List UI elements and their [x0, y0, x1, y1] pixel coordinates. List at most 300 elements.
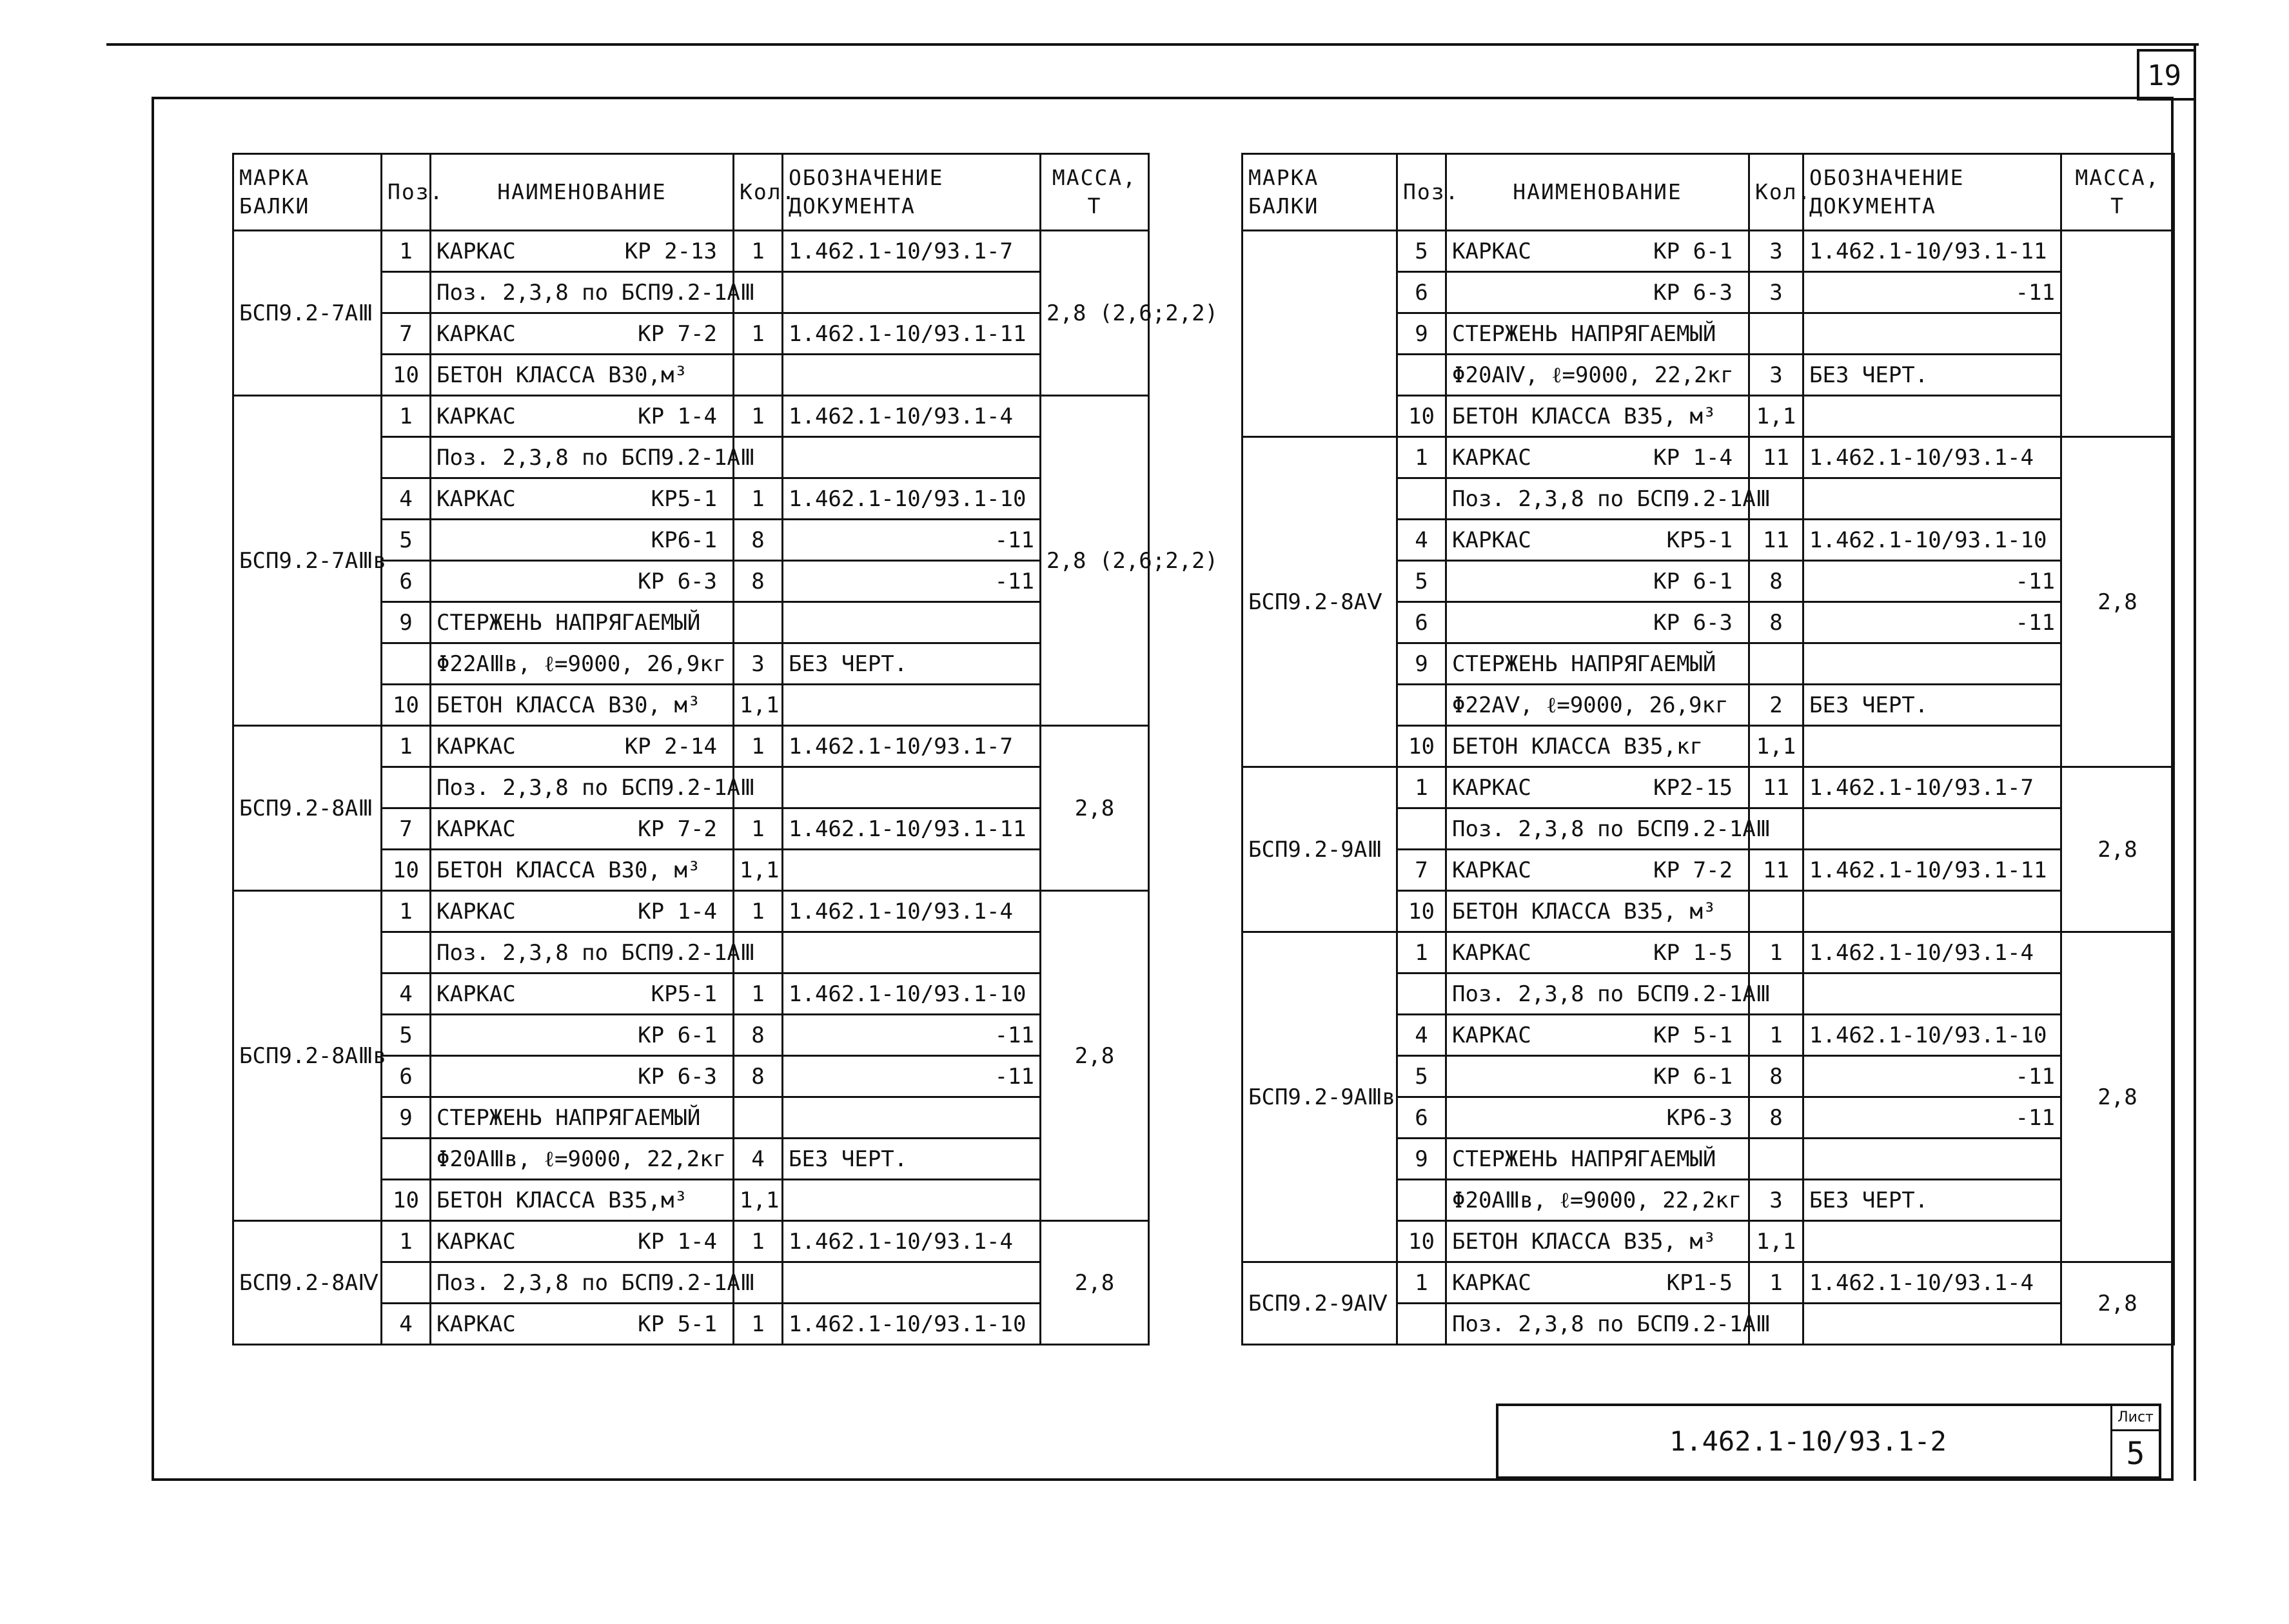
row-quantity: 1: [1749, 1015, 1803, 1056]
row-name: [431, 767, 756, 808]
row-quantity: 1: [734, 973, 783, 1015]
col-header-doc: ОБОЗНАЧЕНИЕ ДОКУМЕНТА: [783, 154, 1041, 231]
row-item-code: КР 2-13: [624, 238, 717, 264]
row-document: [1803, 685, 2061, 726]
row-position: 5: [1397, 1056, 1446, 1097]
row-name-text: Поз. 2,3,8 по БСП9.2-1АⅢ: [1452, 981, 1771, 1007]
row-name: [431, 313, 734, 355]
row-name: [431, 685, 734, 726]
row-name: [431, 932, 756, 973]
row-document-text: БЕЗ ЧЕРТ.: [1809, 362, 1929, 388]
beam-mass: 2,8: [2061, 1262, 2174, 1345]
row-document: [1803, 355, 2061, 396]
row-name: [1446, 478, 1771, 520]
row-document: [783, 520, 1041, 561]
row-name: [431, 1097, 734, 1139]
row-position: 6: [1397, 1097, 1446, 1139]
row-name-text: Поз. 2,3,8 по БСП9.2-1АⅢ: [1452, 485, 1771, 512]
row-quantity: 1,1: [734, 1180, 783, 1221]
row-name: [1446, 808, 1771, 850]
row-document: [1803, 932, 2061, 973]
row-position: 4: [1397, 1015, 1446, 1056]
row-item-code: КР 7-2: [638, 320, 717, 347]
row-document-text: БЕЗ ЧЕРТ.: [1809, 1187, 1929, 1213]
beam-mark: БСП9.2-8АⅤ: [1243, 437, 1397, 767]
row-position: 1: [1397, 932, 1446, 973]
beam-mass: 2,8: [1041, 891, 1149, 1221]
row-position: 6: [1397, 602, 1446, 643]
row-name-text: БЕТОН КЛАССА В35,м³: [437, 1187, 687, 1213]
row-quantity: 1,1: [1749, 396, 1803, 437]
row-document: [1803, 808, 2061, 850]
row-name-text: КАРКАС: [1452, 1022, 1531, 1048]
row-document: [783, 313, 1041, 355]
row-document: [1803, 602, 2061, 643]
row-name: [1446, 643, 1749, 685]
row-quantity: 1: [734, 891, 783, 932]
row-position: 9: [1397, 313, 1446, 355]
row-position: [1397, 808, 1446, 850]
row-position: [382, 767, 431, 808]
row-name-text: Поз. 2,3,8 по БСП9.2-1АⅢ: [437, 279, 756, 306]
row-name: [1446, 313, 1749, 355]
row-document: [783, 396, 1041, 437]
row-position: 6: [382, 561, 431, 602]
row-item-code: КР2-15: [1653, 774, 1733, 801]
row-document: [1803, 1097, 2061, 1139]
row-document-text: 1.462.1-10/93.1-11: [1809, 857, 2047, 883]
row-position: 6: [1397, 272, 1446, 313]
row-document-text: 1.462.1-10/93.1-4: [1809, 1269, 2034, 1296]
table-row: [233, 726, 1149, 767]
row-quantity: 1: [734, 313, 783, 355]
row-name-text: СТЕРЖЕНЬ НАПРЯГАЕМЫЙ: [437, 1104, 701, 1131]
beam-mark: БСП9.2-7АⅢв: [233, 396, 382, 726]
row-name: [431, 1015, 734, 1056]
row-quantity: 1: [734, 808, 783, 850]
row-quantity: 3: [1749, 231, 1803, 272]
row-document: [1803, 891, 2061, 932]
row-position: [1397, 1304, 1446, 1345]
row-document-text: -11: [2015, 1104, 2055, 1131]
row-position: 5: [1397, 561, 1446, 602]
row-item-code: КР 6-3: [638, 568, 717, 594]
table-row: [233, 891, 1149, 932]
row-quantity: 3: [1749, 355, 1803, 396]
row-position: 1: [382, 231, 431, 272]
row-position: [1397, 973, 1446, 1015]
row-name-text: СТЕРЖЕНЬ НАПРЯГАЕМЫЙ: [1452, 651, 1716, 677]
row-document-text: -11: [2015, 568, 2055, 594]
row-document: [1803, 478, 2061, 520]
row-document-text: 1.462.1-10/93.1-11: [1809, 238, 2047, 264]
row-position: 9: [1397, 1139, 1446, 1180]
row-position: 9: [1397, 643, 1446, 685]
row-document-text: 1.462.1-10/93.1-4: [1809, 444, 2034, 471]
row-position: [1397, 355, 1446, 396]
row-name: [431, 396, 734, 437]
row-name-text: КАРКАС: [1452, 857, 1531, 883]
row-name: [431, 643, 734, 685]
row-name-text: КАРКАС: [1452, 444, 1531, 471]
row-quantity: [1749, 643, 1803, 685]
row-position: 4: [382, 973, 431, 1015]
row-name: [1446, 973, 1771, 1015]
row-name: [431, 231, 734, 272]
row-name: [1446, 726, 1749, 767]
row-name: [1446, 602, 1749, 643]
row-document: [783, 561, 1041, 602]
row-quantity: 8: [1749, 561, 1803, 602]
row-position: 10: [382, 685, 431, 726]
row-position: 5: [382, 1015, 431, 1056]
row-document-text: 1.462.1-10/93.1-10: [1809, 1022, 2047, 1048]
row-quantity: 11: [1749, 767, 1803, 808]
row-document-text: БЕЗ ЧЕРТ.: [789, 1146, 908, 1172]
row-name: [1446, 1139, 1749, 1180]
row-name-text: Φ22АⅢв, ℓ=9000, 26,9кг: [437, 651, 727, 677]
row-document: [783, 1221, 1041, 1262]
row-document: [1803, 520, 2061, 561]
row-name: [431, 1304, 734, 1345]
row-name: [431, 891, 734, 932]
row-name-text: Φ20АⅢв, ℓ=9000, 22,2кг: [1452, 1187, 1742, 1213]
row-item-code: КР6-3: [1666, 1104, 1733, 1131]
row-name-text: Поз. 2,3,8 по БСП9.2-1АⅢ: [437, 1269, 756, 1296]
row-quantity: 1: [734, 396, 783, 437]
row-position: 1: [1397, 767, 1446, 808]
row-position: [382, 643, 431, 685]
row-position: 1: [382, 1221, 431, 1262]
top-rule: [106, 43, 2199, 46]
row-item-code: КР5-1: [651, 981, 717, 1007]
row-quantity: 8: [734, 561, 783, 602]
row-document-text: -11: [994, 1022, 1034, 1048]
row-item-code: КР1-5: [1666, 1269, 1733, 1296]
row-document-text: 1.462.1-10/93.1-4: [1809, 939, 2034, 966]
row-quantity: 11: [1749, 520, 1803, 561]
row-position: 5: [1397, 231, 1446, 272]
row-name: [431, 520, 734, 561]
row-document: [783, 355, 1041, 396]
row-name: [1446, 1221, 1749, 1262]
row-quantity: 1: [734, 1304, 783, 1345]
row-document: [783, 478, 1041, 520]
row-name: [431, 602, 734, 643]
row-item-code: КР 1-4: [638, 1228, 717, 1255]
row-document-text: 1.462.1-10/93.1-4: [789, 1228, 1013, 1255]
row-quantity: [1749, 891, 1803, 932]
row-name: [1446, 396, 1749, 437]
sheet-label: Лист: [2112, 1406, 2159, 1431]
row-name: [1446, 1180, 1749, 1221]
row-document: [1803, 850, 2061, 891]
table-row: [1243, 767, 2174, 808]
row-document: [783, 1056, 1041, 1097]
title-block: [1496, 1404, 2161, 1479]
col-header-name: НАИМЕНОВАНИЕ: [1446, 154, 1749, 231]
row-position: 10: [1397, 1221, 1446, 1262]
row-document-text: -11: [2015, 279, 2055, 306]
row-quantity: [734, 355, 783, 396]
col-header-mark: МАРКА БАЛКИ: [233, 154, 382, 231]
row-document: [783, 602, 1041, 643]
row-document: [1803, 1015, 2061, 1056]
row-position: 9: [382, 1097, 431, 1139]
row-item-code: КР 1-4: [638, 403, 717, 429]
row-position: 4: [382, 478, 431, 520]
row-name: [1446, 355, 1749, 396]
row-item-code: КР 1-5: [1653, 939, 1733, 966]
row-item-code: КР 7-2: [1653, 857, 1733, 883]
table-row: [1243, 1262, 2174, 1304]
row-document-text: -11: [994, 1063, 1034, 1090]
beam-mass: 2,8: [2061, 767, 2174, 932]
row-name: [431, 1221, 734, 1262]
beam-mark: БСП9.2-8АⅣ: [233, 1221, 382, 1345]
beam-mass: 2,8: [1041, 1221, 1149, 1345]
row-document: [1803, 767, 2061, 808]
row-position: 10: [1397, 726, 1446, 767]
row-item-code: КР 1-4: [1653, 444, 1733, 471]
row-name: [431, 726, 734, 767]
row-position: 10: [382, 850, 431, 891]
left-spec-table: [232, 153, 1219, 1345]
table-row: [1243, 231, 2174, 272]
row-document: [1803, 313, 2061, 355]
row-position: [382, 1139, 431, 1180]
row-name: [431, 1056, 734, 1097]
row-position: 7: [1397, 850, 1446, 891]
row-name-text: Поз. 2,3,8 по БСП9.2-1АⅢ: [437, 774, 756, 801]
row-document: [1803, 1056, 2061, 1097]
row-document: [1803, 1221, 2061, 1262]
row-position: [382, 932, 431, 973]
row-document: [1803, 1262, 2061, 1304]
row-position: 6: [382, 1056, 431, 1097]
row-document-text: -11: [994, 568, 1034, 594]
row-document: [783, 891, 1041, 932]
row-position: [382, 437, 431, 478]
col-header-pos: Поз.: [382, 154, 431, 231]
row-position: 7: [382, 808, 431, 850]
row-name: [431, 850, 734, 891]
row-name: [431, 1262, 756, 1304]
row-position: 1: [382, 726, 431, 767]
row-position: 1: [382, 396, 431, 437]
row-position: [382, 1262, 431, 1304]
table-row: [1243, 932, 2174, 973]
row-document: [1803, 231, 2061, 272]
row-name: [1446, 1056, 1749, 1097]
row-document-text: 1.462.1-10/93.1-11: [789, 816, 1027, 842]
row-name: [431, 355, 734, 396]
table-row: [1243, 437, 2174, 478]
row-name-text: БЕТОН КЛАССА В35, м³: [1452, 1228, 1716, 1255]
row-name-text: Φ20АⅣ, ℓ=9000, 22,2кг: [1452, 362, 1734, 388]
row-item-code: КР5-1: [1666, 527, 1733, 553]
row-name-text: БЕТОН КЛАССА В30, м³: [437, 857, 701, 883]
row-document: [1803, 396, 2061, 437]
row-name-text: КАРКАС: [437, 403, 516, 429]
row-name-text: БЕТОН КЛАССА В30, м³: [437, 692, 701, 718]
row-document-text: 1.462.1-10/93.1-10: [789, 485, 1027, 512]
row-name: [431, 808, 734, 850]
row-name-text: КАРКАС: [1452, 527, 1531, 553]
row-position: 10: [1397, 891, 1446, 932]
row-name: [431, 561, 734, 602]
table-row: [233, 231, 1149, 272]
row-document: [1803, 643, 2061, 685]
col-header-doc: ОБОЗНАЧЕНИЕ ДОКУМЕНТА: [1803, 154, 2061, 231]
right-spec-table: [1241, 153, 2175, 1345]
row-position: 10: [1397, 396, 1446, 437]
row-name: [431, 478, 734, 520]
row-document: [1803, 272, 2061, 313]
row-name: [1446, 891, 1749, 932]
row-name-text: Поз. 2,3,8 по БСП9.2-1АⅢ: [437, 444, 756, 471]
row-quantity: 8: [1749, 602, 1803, 643]
row-document: [783, 850, 1041, 891]
row-position: [1397, 1180, 1446, 1221]
sheet-cell: [2110, 1406, 2159, 1476]
row-item-code: КР 6-1: [1653, 568, 1733, 594]
beam-mass: 2,8 (2,6;2,2): [1041, 396, 1149, 726]
row-position: 4: [1397, 520, 1446, 561]
row-document: [783, 643, 1041, 685]
row-name-text: КАРКАС: [437, 981, 516, 1007]
row-name-text: Поз. 2,3,8 по БСП9.2-1АⅢ: [1452, 816, 1771, 842]
row-document-text: 1.462.1-10/93.1-4: [789, 403, 1013, 429]
row-name-text: КАРКАС: [1452, 774, 1531, 801]
row-name: [1446, 1262, 1749, 1304]
row-quantity: 4: [734, 1139, 783, 1180]
col-header-name: НАИМЕНОВАНИЕ: [431, 154, 734, 231]
row-name-text: СТЕРЖЕНЬ НАПРЯГАЕМЫЙ: [1452, 1146, 1716, 1172]
row-name-text: КАРКАС: [1452, 238, 1531, 264]
row-name: [1446, 561, 1749, 602]
row-position: 7: [382, 313, 431, 355]
row-name-text: КАРКАС: [437, 485, 516, 512]
col-header-pos: Поз.: [1397, 154, 1446, 231]
page-number: 19: [2147, 59, 2181, 92]
row-document-text: 1.462.1-10/93.1-7: [789, 238, 1013, 264]
table-header: [233, 154, 1149, 231]
row-quantity: 8: [734, 1056, 783, 1097]
row-name-text: БЕТОН КЛАССА В35, м³: [1452, 403, 1716, 429]
row-quantity: 1: [1749, 932, 1803, 973]
row-name-text: КАРКАС: [437, 1228, 516, 1255]
row-document-text: БЕЗ ЧЕРТ.: [789, 651, 908, 677]
row-document-text: 1.462.1-10/93.1-11: [789, 320, 1027, 347]
row-quantity: 1,1: [1749, 1221, 1803, 1262]
row-item-code: КР 6-3: [1653, 609, 1733, 636]
row-name: [431, 437, 756, 478]
beam-mass: 2,8 (2,6;2,2): [1041, 231, 1149, 396]
row-document: [783, 973, 1041, 1015]
row-position: [1397, 478, 1446, 520]
sheet-number: 5: [2126, 1436, 2145, 1472]
row-item-code: КР 6-1: [1653, 1063, 1733, 1090]
row-position: 1: [382, 891, 431, 932]
row-position: 10: [382, 355, 431, 396]
row-document-text: 1.462.1-10/93.1-10: [789, 1311, 1027, 1337]
right-rule: [2194, 43, 2196, 1481]
row-document: [783, 1180, 1041, 1221]
col-header-kol: Кол.: [1749, 154, 1803, 231]
row-name-text: КАРКАС: [1452, 1269, 1531, 1296]
row-document: [783, 1262, 1041, 1304]
row-document: [783, 685, 1041, 726]
row-name: [1446, 1015, 1749, 1056]
row-name-text: Φ22АⅤ, ℓ=9000, 26,9кг: [1452, 692, 1729, 718]
row-document: [783, 437, 1041, 478]
beam-mark: БСП9.2-8АⅢ: [233, 726, 382, 891]
beam-mass: 2,8: [2061, 932, 2174, 1262]
row-position: 5: [382, 520, 431, 561]
row-name: [1446, 231, 1749, 272]
row-document: [1803, 726, 2061, 767]
row-quantity: 1: [734, 478, 783, 520]
row-name-text: Φ20АⅢв, ℓ=9000, 22,2кг: [437, 1146, 727, 1172]
row-document: [783, 1097, 1041, 1139]
beam-mark: [1243, 231, 1397, 437]
row-document: [1803, 437, 2061, 478]
row-document-text: 1.462.1-10/93.1-10: [789, 981, 1027, 1007]
row-document: [1803, 561, 2061, 602]
row-document: [783, 1139, 1041, 1180]
row-document: [783, 1304, 1041, 1345]
row-position: [382, 272, 431, 313]
row-name: [1446, 767, 1749, 808]
row-item-code: КР 6-3: [638, 1063, 717, 1090]
row-document-text: -11: [994, 527, 1034, 553]
row-quantity: [734, 602, 783, 643]
row-quantity: 1: [1749, 1262, 1803, 1304]
row-document: [783, 932, 1041, 973]
row-position: 1: [1397, 1262, 1446, 1304]
row-name-text: КАРКАС: [437, 733, 516, 759]
col-header-mark: МАРКА БАЛКИ: [1243, 154, 1397, 231]
row-name-text: КАРКАС: [1452, 939, 1531, 966]
row-quantity: 8: [734, 520, 783, 561]
row-name: [431, 973, 734, 1015]
table-header: [1243, 154, 2174, 231]
row-quantity: 3: [1749, 1180, 1803, 1221]
row-item-code: КР 2-14: [624, 733, 717, 759]
document-code: 1.462.1-10/93.1-2: [1669, 1425, 1947, 1457]
row-name: [431, 1180, 734, 1221]
row-position: [1397, 685, 1446, 726]
beam-mass: 2,8: [2061, 437, 2174, 767]
row-document: [1803, 973, 2061, 1015]
row-document-text: 1.462.1-10/93.1-7: [789, 733, 1013, 759]
row-quantity: 8: [734, 1015, 783, 1056]
row-name-text: КАРКАС: [437, 1311, 516, 1337]
row-document: [1803, 1304, 2061, 1345]
row-name-text: КАРКАС: [437, 238, 516, 264]
row-name-text: КАРКАС: [437, 320, 516, 347]
row-item-code: КР 1-4: [638, 898, 717, 925]
col-header-mass: МАССА, Т: [1041, 154, 1149, 231]
row-position: 1: [1397, 437, 1446, 478]
row-item-code: КР6-1: [651, 527, 717, 553]
row-position: 9: [382, 602, 431, 643]
row-item-code: КР 6-3: [1653, 279, 1733, 306]
table-row: [233, 396, 1149, 437]
row-document-text: БЕЗ ЧЕРТ.: [1809, 692, 1929, 718]
row-document-text: -11: [2015, 609, 2055, 636]
